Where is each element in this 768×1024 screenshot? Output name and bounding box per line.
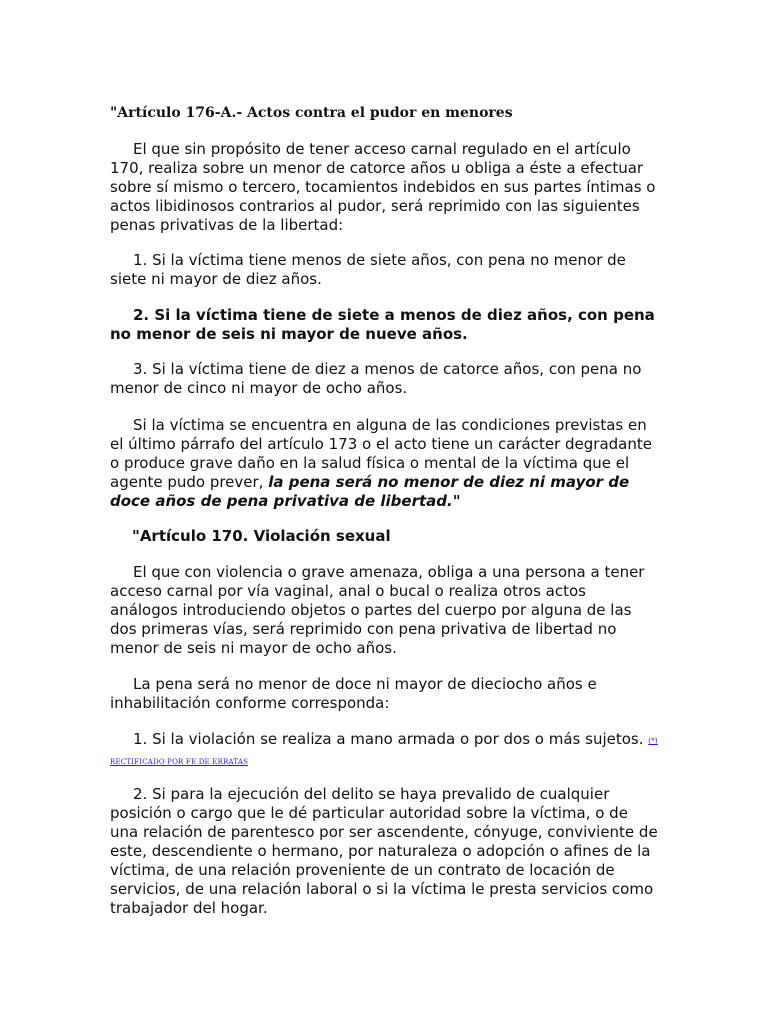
article-176a-item-1: 1. Si la víctima tiene menos de siete años, con pena no menor de siete ni mayor de diez años.: [110, 251, 626, 288]
aggravated-text: Si la víctima se encuentra en alguna de las condiciones previstas en el último párrafo del artículo 173 o el acto tiene un carácter degradante o produce grave daño en la salud física o mental de la víctima que el agente pudo prever,: [110, 416, 652, 491]
article-170-item-1: [110, 730, 658, 772]
article-176a-aggravated-paragraph: [110, 416, 658, 511]
article-170-heading: "Artículo 170. Violación sexual: [132, 527, 391, 545]
article-176a-item-2: 2. Si la víctima tiene de siete a menos de diez años, con pena no menor de seis ni mayor de nueve años.: [110, 306, 655, 343]
article-170-paragraph-2: La pena será no menor de doce ni mayor de dieciocho años e inhabilitación conforme corresponda:: [110, 675, 597, 712]
article-170-item-2: 2. Si para la ejecución del delito se haya prevalido de cualquier posición o cargo que le dé particular autoridad sobre la víctima, o de una relación de parentesco por ser ascendente, cónyuge, conviviente de este, descendiente o hermano, por naturaleza o adopción o afines de la víctima, de una relación proveniente de un contrato de locación de servicios, de una relación laboral o si la víctima le presta servicios como trabajador del hogar.: [110, 785, 658, 917]
article-176a-intro: El que sin propósito de tener acceso carnal regulado en el artículo 170, realiza sobre un menor de catorce años u obliga a éste a efectuar sobre sí mismo o tercero, tocamientos indebidos en sus partes íntimas o actos libidinosos contrarios al pudor, será reprimido con las siguientes penas privativas de la libertad:: [110, 140, 656, 234]
fe-de-erratas-link[interactable]: (*) RECTIFICADO POR FE DE ERRATAS: [110, 737, 658, 766]
article-170-paragraph-1: El que con violencia o grave amenaza, obliga a una persona a tener acceso carnal por vía vaginal, anal o bucal o realiza otros actos análogos introduciendo objetos o partes del cuerpo por alguna de las dos primeras vías, será reprimido con pena privativa de libertad no menor de seis ni mayor de ocho años.: [110, 563, 645, 657]
article-176a-heading: "Artículo 176-A.- Actos contra el pudor en menores: [110, 105, 513, 121]
article-176a-item-3: 3. Si la víctima tiene de diez a menos de catorce años, con pena no menor de cinco ni mayor de ocho años.: [110, 360, 642, 397]
aggravated-emphasis: la pena será no menor de diez ni mayor de doce años de pena privativa de libertad.": [110, 473, 630, 510]
article-170-item-1-text: 1. Si la violación se realiza a mano armada o por dos o más sujetos.: [133, 730, 644, 748]
